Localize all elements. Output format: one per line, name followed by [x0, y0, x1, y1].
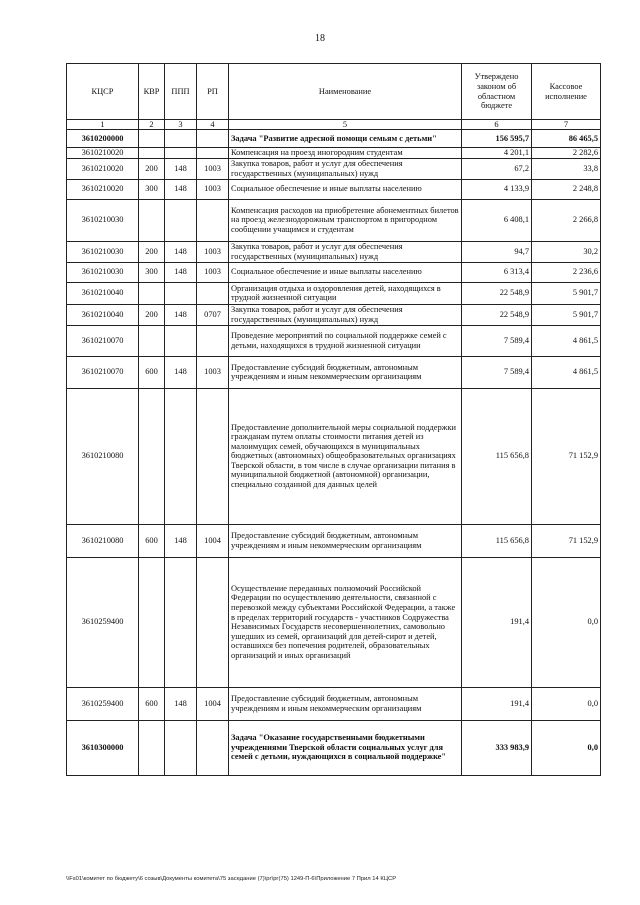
cell-kcsr: 3610259400: [67, 687, 139, 720]
header-rp: РП: [197, 64, 229, 120]
cell-executed-amount: 2 248,8: [532, 179, 601, 199]
cell-kcsr: 3610210070: [67, 325, 139, 356]
cell-name: Проведение мероприятий по социальной поддержке семей с детьми, находящихся в трудной жизненной ситуации: [229, 325, 462, 356]
table-row: [67, 179, 601, 199]
cell-approved-amount: 115 656,8: [462, 524, 532, 557]
cell-kcsr: 3610210040: [67, 304, 139, 325]
cell-ppp: 148: [165, 241, 197, 262]
cell-approved-amount: 333 983,9: [462, 720, 532, 775]
cell-approved-amount: 7 589,4: [462, 356, 532, 388]
cell-kvr: 300: [139, 262, 165, 282]
table-row: [67, 388, 601, 524]
cell-ppp: 148: [165, 687, 197, 720]
cell-rp: [197, 325, 229, 356]
cell-executed-amount: 71 152,9: [532, 524, 601, 557]
cell-executed-amount: 71 152,9: [532, 388, 601, 524]
column-number: 6: [462, 120, 532, 130]
cell-name: Компенсация расходов на приобретение абонементных билетов на проезд железнодорожным транспортом в пригородном сообщении учащимся и студентам: [229, 199, 462, 241]
cell-rp: 1003: [197, 179, 229, 199]
header-approved: Утверждено законом об областном бюджете: [462, 64, 532, 120]
cell-approved-amount: 115 656,8: [462, 388, 532, 524]
cell-name: Закупка товаров, работ и услуг для обеспечения государственных (муниципальных) нужд: [229, 304, 462, 325]
cell-executed-amount: 5 901,7: [532, 282, 601, 304]
cell-rp: 1003: [197, 158, 229, 179]
cell-rp: [197, 720, 229, 775]
cell-ppp: [165, 199, 197, 241]
cell-approved-amount: 191,4: [462, 557, 532, 687]
cell-kvr: [139, 325, 165, 356]
cell-ppp: 148: [165, 262, 197, 282]
cell-kcsr: 3610210070: [67, 356, 139, 388]
table-row: [67, 687, 601, 720]
cell-kvr: 300: [139, 179, 165, 199]
cell-name: Социальное обеспечение и иные выплаты населению: [229, 262, 462, 282]
cell-approved-amount: 67,2: [462, 158, 532, 179]
cell-executed-amount: 4 861,5: [532, 356, 601, 388]
cell-name: Задача "Развитие адресной помощи семьям с детьми": [229, 130, 462, 148]
cell-kcsr: 3610210020: [67, 148, 139, 159]
cell-kvr: [139, 557, 165, 687]
cell-approved-amount: 4 201,1: [462, 148, 532, 159]
cell-rp: 1003: [197, 241, 229, 262]
cell-executed-amount: 30,2: [532, 241, 601, 262]
cell-kcsr: 3610210030: [67, 262, 139, 282]
budget-table: [66, 63, 601, 776]
cell-kcsr: 3610210020: [67, 179, 139, 199]
cell-ppp: [165, 557, 197, 687]
cell-approved-amount: 94,7: [462, 241, 532, 262]
cell-ppp: [165, 325, 197, 356]
cell-name: Компенсация на проезд иногородним студентам: [229, 148, 462, 159]
cell-rp: 1003: [197, 262, 229, 282]
cell-rp: 0707: [197, 304, 229, 325]
cell-kvr: [139, 282, 165, 304]
cell-name: Предоставление дополнительной меры социальной поддержки гражданам путем оплаты стоимости питания детей из малоимущих семей, обучающихся в муниципальных бюджетных (автономных) общеобразовательных организациях Тверской области, в том числе в случае организации питания в муниципальной бюджетной (автономной) организации, специально созданной для данных целей: [229, 388, 462, 524]
cell-name: Задача "Оказание государственными бюджетными учреждениями Тверской области социальных услуг для семей с детьми, нуждающихся в социальной поддержке": [229, 720, 462, 775]
cell-ppp: 148: [165, 304, 197, 325]
cell-executed-amount: 2 282,6: [532, 148, 601, 159]
cell-name: Закупка товаров, работ и услуг для обеспечения государственных (муниципальных) нужд: [229, 241, 462, 262]
cell-name: Предоставление субсидий бюджетным, автономным учреждениям и иным некоммерческим организациям: [229, 356, 462, 388]
cell-kvr: [139, 388, 165, 524]
cell-kvr: 200: [139, 304, 165, 325]
cell-kcsr: 3610200000: [67, 130, 139, 148]
cell-ppp: 148: [165, 179, 197, 199]
cell-executed-amount: 86 465,5: [532, 130, 601, 148]
table-row: [67, 130, 601, 148]
cell-rp: 1003: [197, 356, 229, 388]
table-row: [67, 356, 601, 388]
cell-kvr: [139, 148, 165, 159]
cell-executed-amount: 0,0: [532, 557, 601, 687]
cell-kvr: [139, 720, 165, 775]
cell-kcsr: 3610210080: [67, 388, 139, 524]
cell-ppp: [165, 282, 197, 304]
cell-approved-amount: 191,4: [462, 687, 532, 720]
cell-kvr: [139, 130, 165, 148]
cell-name: Организация отдыха и оздоровления детей, находящихся в трудной жизненной ситуации: [229, 282, 462, 304]
cell-kcsr: 3610259400: [67, 557, 139, 687]
table-row: [67, 158, 601, 179]
table-header-row: [67, 64, 601, 120]
cell-rp: [197, 557, 229, 687]
cell-executed-amount: 33,8: [532, 158, 601, 179]
header-executed: Кассовое исполнение: [532, 64, 601, 120]
cell-rp: 1004: [197, 687, 229, 720]
cell-name: Закупка товаров, работ и услуг для обеспечения государственных (муниципальных) нужд: [229, 158, 462, 179]
column-number: 3: [165, 120, 197, 130]
cell-approved-amount: 6 408,1: [462, 199, 532, 241]
cell-approved-amount: 22 548,9: [462, 304, 532, 325]
cell-rp: 1004: [197, 524, 229, 557]
table-row: [67, 304, 601, 325]
cell-name: Предоставление субсидий бюджетным, автономным учреждениям и иным некоммерческим организациям: [229, 524, 462, 557]
cell-kcsr: 3610210030: [67, 199, 139, 241]
cell-ppp: [165, 148, 197, 159]
cell-ppp: [165, 130, 197, 148]
footer-file-path: \\Fs01\комитет по бюджету\6 созыв\Документы комитета\75 заседание (7)\рг\рг(75) 1249-П-6\Приложение 7 Прил 14 КЦСР: [66, 876, 397, 882]
table-row: [67, 524, 601, 557]
cell-ppp: [165, 720, 197, 775]
table-row: [67, 241, 601, 262]
cell-kvr: 200: [139, 241, 165, 262]
cell-approved-amount: 156 595,7: [462, 130, 532, 148]
cell-kcsr: 3610210040: [67, 282, 139, 304]
cell-rp: [197, 148, 229, 159]
table-row: [67, 262, 601, 282]
cell-kcsr: 3610210030: [67, 241, 139, 262]
cell-approved-amount: 6 313,4: [462, 262, 532, 282]
cell-ppp: 148: [165, 524, 197, 557]
header-kcsr: КЦСР: [67, 64, 139, 120]
cell-kvr: 600: [139, 356, 165, 388]
cell-name: Предоставление субсидий бюджетным, автономным учреждениям и иным некоммерческим организациям: [229, 687, 462, 720]
cell-ppp: 148: [165, 356, 197, 388]
header-name: Наименование: [229, 64, 462, 120]
column-number: 4: [197, 120, 229, 130]
table-row: [67, 282, 601, 304]
cell-kvr: 600: [139, 687, 165, 720]
cell-approved-amount: 7 589,4: [462, 325, 532, 356]
cell-executed-amount: 2 236,6: [532, 262, 601, 282]
header-kvr: КВР: [139, 64, 165, 120]
column-number: 2: [139, 120, 165, 130]
cell-kcsr: 3610300000: [67, 720, 139, 775]
cell-rp: [197, 282, 229, 304]
cell-name: Осуществление переданных полномочий Российской Федерации по осуществлению деятельности, связанной с перевозкой между субъектами Российской Федерации, а также в пределах территорий государств - участников Содружества Независимых Государств несовершеннолетних, самовольно ушедших из семей, организаций для детей-сирот и детей, оставшихся без попечения родителей, образовательных организаций и иных организаций: [229, 557, 462, 687]
cell-rp: [197, 199, 229, 241]
cell-name: Социальное обеспечение и иные выплаты населению: [229, 179, 462, 199]
cell-kvr: 600: [139, 524, 165, 557]
table-body: [67, 130, 601, 776]
table-row: [67, 325, 601, 356]
column-number: 5: [229, 120, 462, 130]
table-row: [67, 199, 601, 241]
cell-executed-amount: 0,0: [532, 720, 601, 775]
table-row: [67, 148, 601, 159]
cell-approved-amount: 22 548,9: [462, 282, 532, 304]
cell-kvr: 200: [139, 158, 165, 179]
cell-executed-amount: 4 861,5: [532, 325, 601, 356]
cell-executed-amount: 0,0: [532, 687, 601, 720]
cell-ppp: 148: [165, 158, 197, 179]
column-number-row: [67, 120, 601, 130]
cell-kcsr: 3610210020: [67, 158, 139, 179]
cell-kvr: [139, 199, 165, 241]
cell-kcsr: 3610210080: [67, 524, 139, 557]
cell-approved-amount: 4 133,9: [462, 179, 532, 199]
table-row: [67, 720, 601, 775]
cell-executed-amount: 5 901,7: [532, 304, 601, 325]
cell-rp: [197, 388, 229, 524]
page-number: 18: [315, 33, 325, 44]
cell-ppp: [165, 388, 197, 524]
column-number: 1: [67, 120, 139, 130]
cell-executed-amount: 2 266,8: [532, 199, 601, 241]
header-ppp: ППП: [165, 64, 197, 120]
cell-rp: [197, 130, 229, 148]
column-number: 7: [532, 120, 601, 130]
table-row: [67, 557, 601, 687]
